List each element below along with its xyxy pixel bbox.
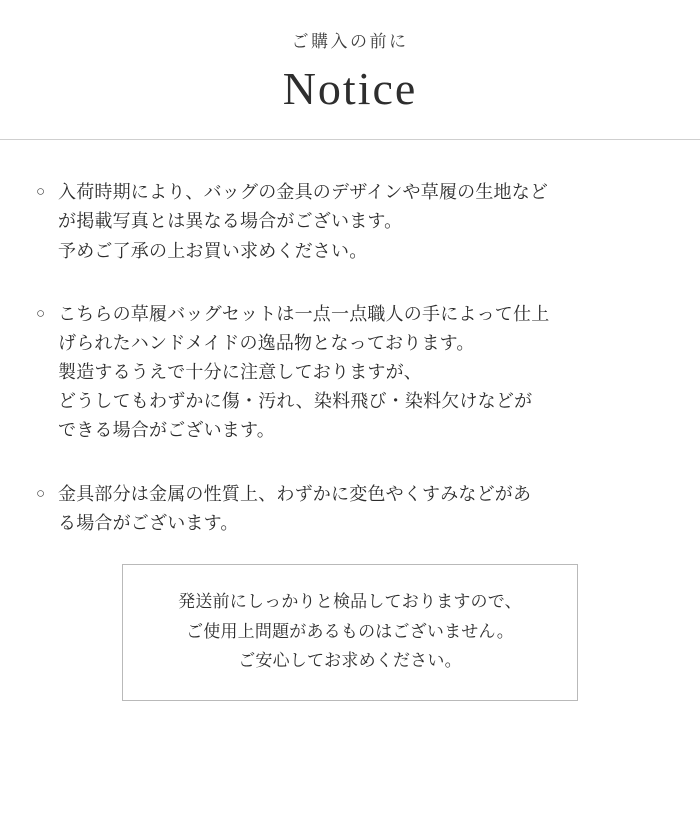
page-header [0,0,700,140]
note-text [58,300,664,446]
header-kicker: ご購入の前に [291,32,409,51]
note-line: どうしてもわずかに傷・汚れ、染料飛び・染料欠けなどが [58,391,533,412]
callout-line: ご安心してお求めください。 [238,651,462,671]
note-item [36,480,664,538]
note-line: 予めご了承の上お買い求めください。 [58,240,368,261]
note-line: が掲載写真とは異なる場合がございます。 [58,211,403,232]
note-line: 製造するうえで十分に注意しておりますが、 [58,362,422,383]
note-line: げられたハンドメイドの逸品物となっております。 [58,332,475,353]
note-line: できる場合がございます。 [58,420,275,441]
note-line: る場合がございます。 [58,512,239,533]
notes-list [0,140,700,538]
note-text [58,178,664,265]
assurance-callout [122,564,578,701]
note-line: 入荷時期により、バッグの金具のデザインや草履の生地など [58,182,549,203]
note-text [58,480,664,538]
note-item [36,178,664,265]
note-item [36,300,664,446]
bullet-circle-icon: ○ [36,305,46,322]
bullet-circle-icon: ○ [36,184,46,201]
callout-line: ご使用上問題があるものはございません。 [186,621,514,641]
page-title: Notice [282,62,418,114]
callout-wrapper [0,538,700,701]
bullet-circle-icon: ○ [36,485,46,502]
note-line: こちらの草履バッグセットは一点一点職人の手によって仕上 [58,303,550,324]
note-line: 金具部分は金属の性質上、わずかに変色やくすみなどがあ [58,483,532,504]
callout-line: 発送前にしっかりと検品しておりますので、 [178,591,522,611]
